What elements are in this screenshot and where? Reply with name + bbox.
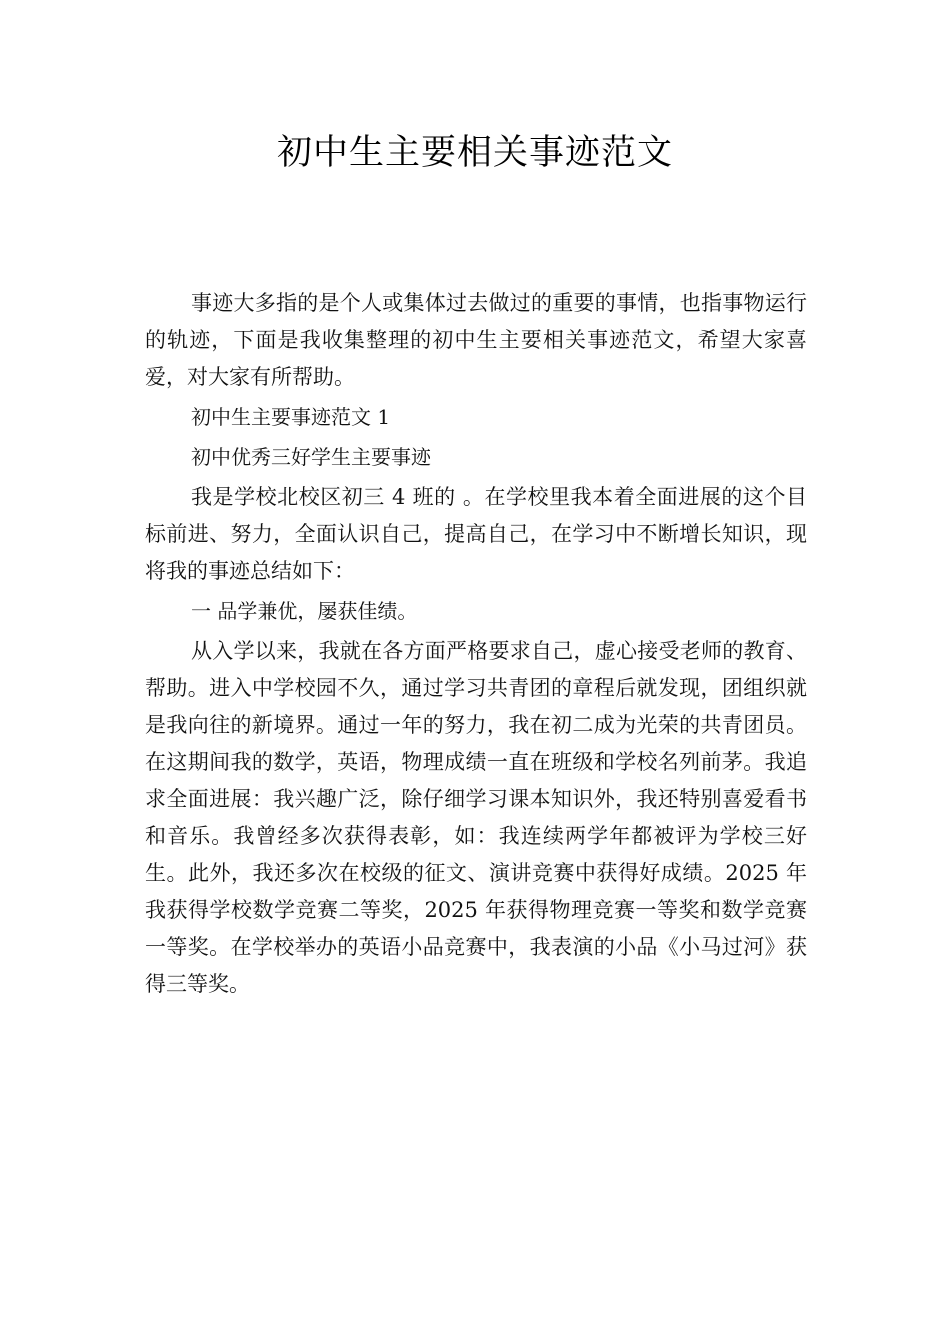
section-heading: 初中生主要事迹范文 1: [191, 405, 391, 429]
subsection-heading: 一 品学兼优，屡获佳绩。: [191, 599, 418, 623]
document-body: [145, 285, 807, 1003]
document-title: 初中生主要相关事迹范文: [276, 133, 673, 173]
opening-paragraph: 我是学校北校区初三 4 班的 。在学校里我本着全面进展的这个目标前进、努力，全面认识自己，提高自己，在学习中不断增长知识，现将我的事迹总结如下：: [145, 485, 807, 583]
intro-paragraph: 事迹大多指的是个人或集体过去做过的重要的事情，也指事物运行的轨迹，下面是我收集整理的初中生主要相关事迹范文，希望大家喜爱，对大家有所帮助。: [145, 291, 807, 389]
achievement-paragraph: 从入学以来，我就在各方面严格要求自己，虚心接受老师的教育、帮助。进入中学校园不久，通过学习共青团的章程后就发现，团组织就是我向往的新境界。通过一年的努力，我在初二成为光荣的共青团员。在这期间我的数学，英语，物理成绩一直在班级和学校名列前茅。我追求全面进展：我兴趣广泛，除仔细学习课本知识外，我还特别喜爱看书和音乐。我曾经多次获得表彰，如：我连续两学年都被评为学校三好生。此外，我还多次在校级的征文、演讲竞赛中获得好成绩。2025 年我获得学校数学竞赛二等奖，2025 年获得物理竞赛一等奖和数学竞赛一等奖。在学校举办的英语小品竞赛中，我表演的小品《小马过河》获得三等奖。: [145, 639, 807, 996]
article-subtitle: 初中优秀三好学生主要事迹: [191, 445, 431, 469]
